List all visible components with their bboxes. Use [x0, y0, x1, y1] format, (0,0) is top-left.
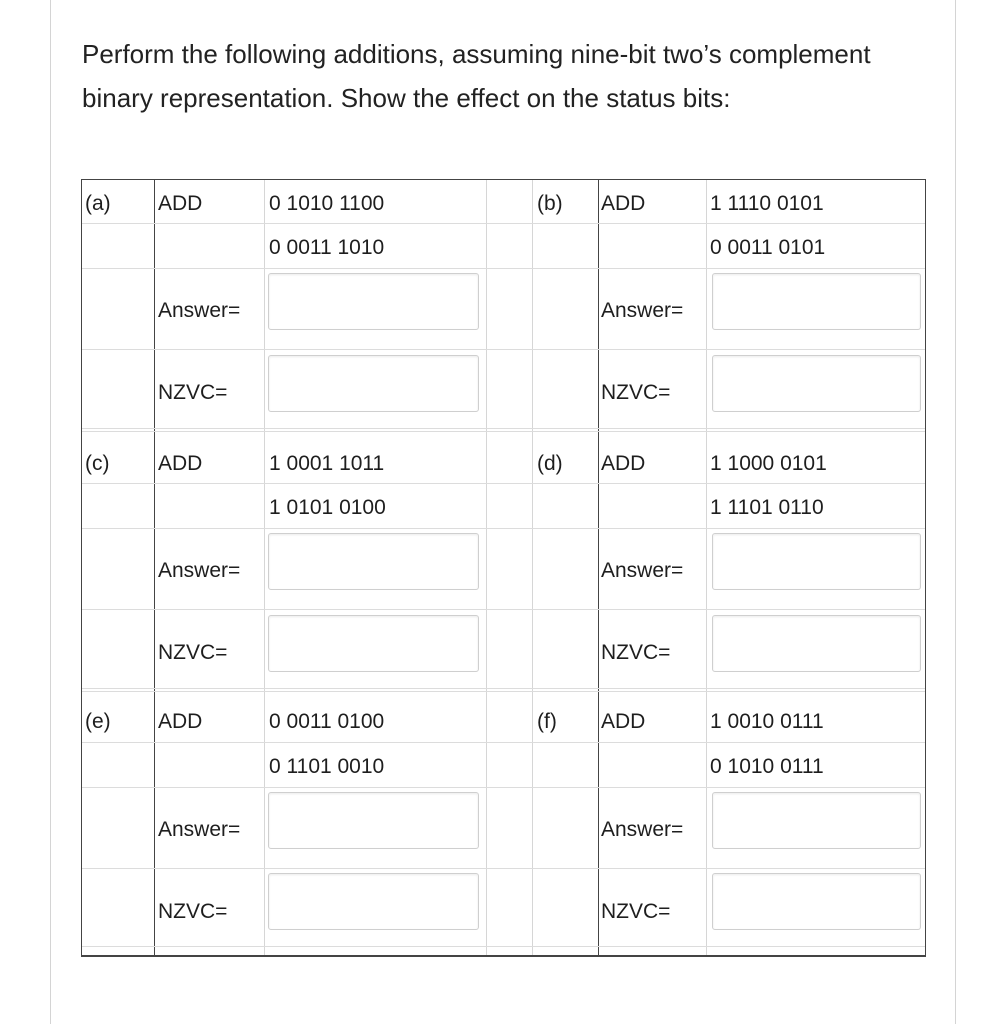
row-divider [82, 268, 925, 269]
column-divider [532, 180, 533, 955]
problem-label: (a) [85, 192, 111, 215]
nzvc-label: NZVC= [158, 900, 228, 923]
nzvc-label: NZVC= [158, 641, 228, 664]
operand-2: 0 1010 0111 [710, 755, 824, 778]
row-divider [82, 223, 925, 224]
answer-input-b[interactable] [712, 273, 921, 330]
problem-label: (d) [537, 452, 563, 475]
row-divider [82, 946, 925, 947]
row-divider [82, 609, 925, 610]
nzvc-label: NZVC= [601, 641, 671, 664]
additions-table [81, 179, 926, 957]
row-divider [82, 868, 925, 869]
nzvc-input-c[interactable] [268, 615, 479, 672]
operand-1: 1 1110 0101 [710, 192, 824, 215]
answer-label: Answer= [601, 818, 684, 841]
column-divider [486, 180, 487, 955]
nzvc-input-b[interactable] [712, 355, 921, 412]
nzvc-input-d[interactable] [712, 615, 921, 672]
operand-1: 0 1010 1100 [269, 192, 385, 215]
answer-label: Answer= [158, 818, 241, 841]
operand-1: 1 0010 0111 [710, 710, 824, 733]
operand-1: 1 0001 1011 [269, 452, 385, 475]
answer-input-c[interactable] [268, 533, 479, 590]
problem-label: (b) [537, 192, 563, 215]
group-divider [82, 688, 925, 692]
operand-2: 1 0101 0100 [269, 496, 386, 519]
nzvc-input-e[interactable] [268, 873, 479, 930]
add-label: ADD [601, 192, 646, 215]
operand-2: 1 1101 0110 [710, 496, 824, 519]
problem-label: (c) [85, 452, 110, 475]
nzvc-input-f[interactable] [712, 873, 921, 930]
nzvc-label: NZVC= [601, 381, 671, 404]
operand-2: 0 1101 0010 [269, 755, 385, 778]
row-divider [82, 349, 925, 350]
answer-label: Answer= [601, 559, 684, 582]
problem-label: (f) [537, 710, 557, 733]
column-divider [706, 180, 707, 955]
row-divider [82, 787, 925, 788]
answer-input-f[interactable] [712, 792, 921, 849]
question-prompt: Perform the following additions, assuming nine-bit two’s complement binary representation. Show the effect on the status bits: [82, 39, 871, 113]
answer-input-d[interactable] [712, 533, 921, 590]
column-divider [264, 180, 265, 955]
column-divider [154, 180, 155, 955]
nzvc-input-a[interactable] [268, 355, 479, 412]
add-label: ADD [158, 452, 203, 475]
add-label: ADD [158, 192, 203, 215]
group-divider [82, 428, 925, 432]
add-label: ADD [158, 710, 203, 733]
add-label: ADD [601, 452, 646, 475]
operand-1: 0 0011 0100 [269, 710, 385, 733]
operand-1: 1 1000 0101 [710, 452, 827, 475]
problem-label: (e) [85, 710, 111, 733]
answer-label: Answer= [158, 299, 241, 322]
add-label: ADD [601, 710, 646, 733]
answer-input-a[interactable] [268, 273, 479, 330]
nzvc-label: NZVC= [601, 900, 671, 923]
nzvc-label: NZVC= [158, 381, 228, 404]
operand-2: 0 0011 0101 [710, 236, 826, 259]
row-divider [82, 528, 925, 529]
row-divider [82, 483, 925, 484]
operand-2: 0 0011 1010 [269, 236, 385, 259]
answer-label: Answer= [158, 559, 241, 582]
column-divider [598, 180, 599, 955]
answer-input-e[interactable] [268, 792, 479, 849]
row-divider [82, 742, 925, 743]
answer-label: Answer= [601, 299, 684, 322]
